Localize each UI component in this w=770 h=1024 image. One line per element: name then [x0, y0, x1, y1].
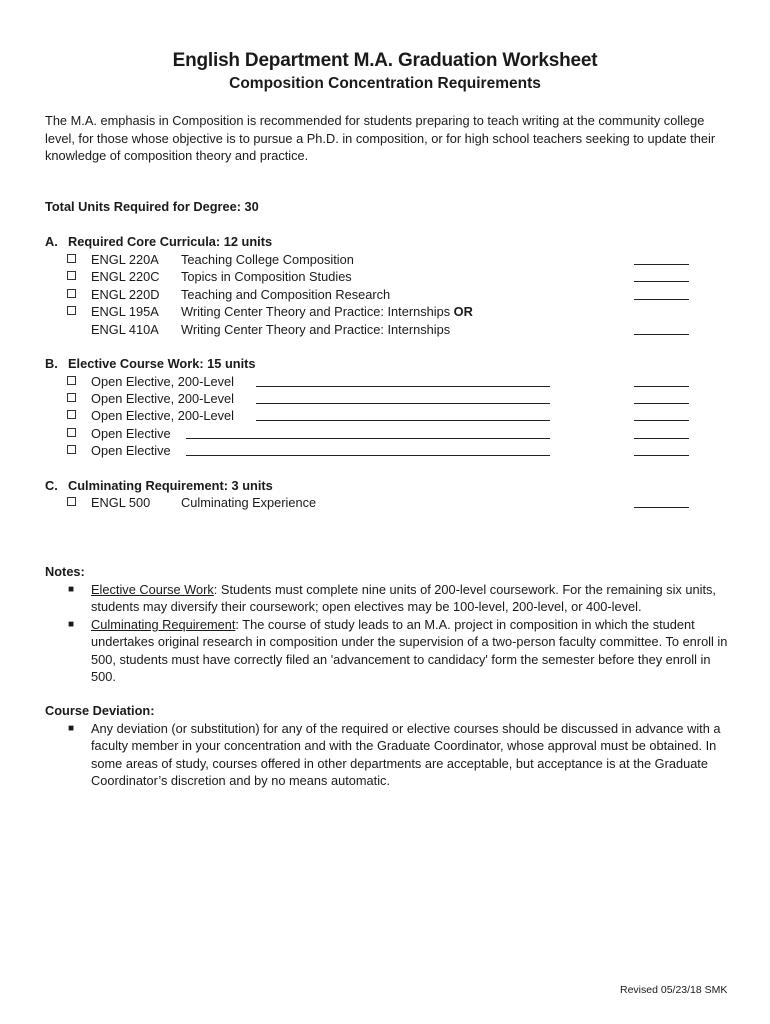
elective-label: Open Elective, 200-Level	[91, 391, 234, 406]
grade-blank[interactable]	[634, 420, 689, 421]
note-item	[91, 616, 731, 685]
section-letter: C.	[45, 478, 58, 493]
grade-blank[interactable]	[634, 403, 689, 404]
elective-label: Open Elective, 200-Level	[91, 374, 234, 389]
course-name-blank[interactable]	[256, 420, 550, 421]
note-term: Elective Course Work	[91, 582, 214, 597]
grade-blank[interactable]	[634, 455, 689, 456]
grade-blank[interactable]	[634, 507, 689, 508]
notes-heading: Notes:	[45, 564, 85, 579]
page-title: English Department M.A. Graduation Worksheet	[172, 50, 598, 71]
course-name: Teaching and Composition Research	[181, 287, 391, 302]
bullet-icon: ■	[68, 584, 75, 595]
deviation-text: Any deviation (or substitution) for any of the required or elective courses should be discussed in advance with a faculty member in your concentration and with the Graduate Coordinator, whose approval must be obtained. In some areas of study, courses offered in other departments are acceptable, but acceptance is at the Graduate Coordinator’s discretion and by no means automatic.	[91, 721, 721, 788]
grade-blank[interactable]	[634, 438, 689, 439]
bullet-icon: ■	[68, 723, 75, 734]
section-letter: A.	[45, 234, 58, 249]
section-letter: B.	[45, 356, 58, 371]
course-name: Writing Center Theory and Practice: Internships	[181, 322, 451, 337]
checkbox[interactable]	[67, 376, 76, 385]
grade-blank[interactable]	[634, 299, 689, 300]
checkbox[interactable]	[67, 445, 76, 454]
course-name: Teaching College Composition	[181, 252, 354, 267]
checkbox[interactable]	[67, 393, 76, 402]
course-code: ENGL 500	[91, 495, 151, 510]
course-name: Culminating Experience	[181, 495, 317, 510]
elective-label: Open Elective	[91, 443, 171, 458]
elective-label: Open Elective, 200-Level	[91, 408, 234, 423]
section-title: Required Core Curricula: 12 units	[68, 234, 273, 249]
course-name-text: Writing Center Theory and Practice: Internships	[181, 304, 451, 319]
total-units: Total Units Required for Degree: 30	[45, 199, 259, 214]
course-name	[181, 303, 473, 320]
course-code: ENGL 220D	[91, 287, 160, 302]
course-code: ENGL 410A	[91, 322, 159, 337]
checkbox[interactable]	[67, 254, 76, 263]
note-item	[91, 581, 731, 616]
course-code: ENGL 220A	[91, 252, 159, 267]
section-title: Culminating Requirement: 3 units	[68, 478, 273, 493]
intro-paragraph: The M.A. emphasis in Composition is recommended for students preparing to teach writing at the community college level, for those whose objective is to pursue a Ph.D. in composition, or for high school teachers seeking to update their knowledge of composition theory and practice.	[45, 113, 716, 163]
grade-blank[interactable]	[634, 281, 689, 282]
course-name-blank[interactable]	[256, 403, 550, 404]
note-body: : The course of study leads to an M.A. project in composition in which the student undertakes original research in composition under the supervision of a two-person faculty committee. To enroll in 500, students must have correctly filed an 'advancement to candidacy' form the semester before they enroll in 500.	[91, 617, 728, 684]
grade-blank[interactable]	[634, 264, 689, 265]
grade-blank[interactable]	[634, 334, 689, 335]
course-code: ENGL 195A	[91, 304, 159, 319]
note-body: : Students must complete nine units of 200-level coursework. For the remaining six units, students may diversify their coursework; open electives may be 100-level, 200-level, or 400-level.	[91, 582, 716, 615]
checkbox[interactable]	[67, 428, 76, 437]
course-name: Topics in Composition Studies	[181, 269, 352, 284]
page-subtitle: Composition Concentration Requirements	[229, 75, 541, 92]
checkbox[interactable]	[67, 271, 76, 280]
checkbox[interactable]	[67, 306, 76, 315]
course-name-blank[interactable]	[256, 386, 550, 387]
deviation-heading: Course Deviation:	[45, 703, 155, 718]
bullet-icon: ■	[68, 619, 75, 630]
elective-label: Open Elective	[91, 426, 171, 441]
checkbox[interactable]	[67, 289, 76, 298]
grade-blank[interactable]	[634, 386, 689, 387]
course-name-blank[interactable]	[186, 438, 550, 439]
note-term: Culminating Requirement	[91, 617, 236, 632]
section-title: Elective Course Work: 15 units	[68, 356, 256, 371]
revision-footer: Revised 05/23/18 SMK	[620, 984, 728, 996]
checkbox[interactable]	[67, 497, 76, 506]
or-label: OR	[453, 304, 473, 319]
course-code: ENGL 220C	[91, 269, 160, 284]
course-name-blank[interactable]	[186, 455, 550, 456]
checkbox[interactable]	[67, 410, 76, 419]
